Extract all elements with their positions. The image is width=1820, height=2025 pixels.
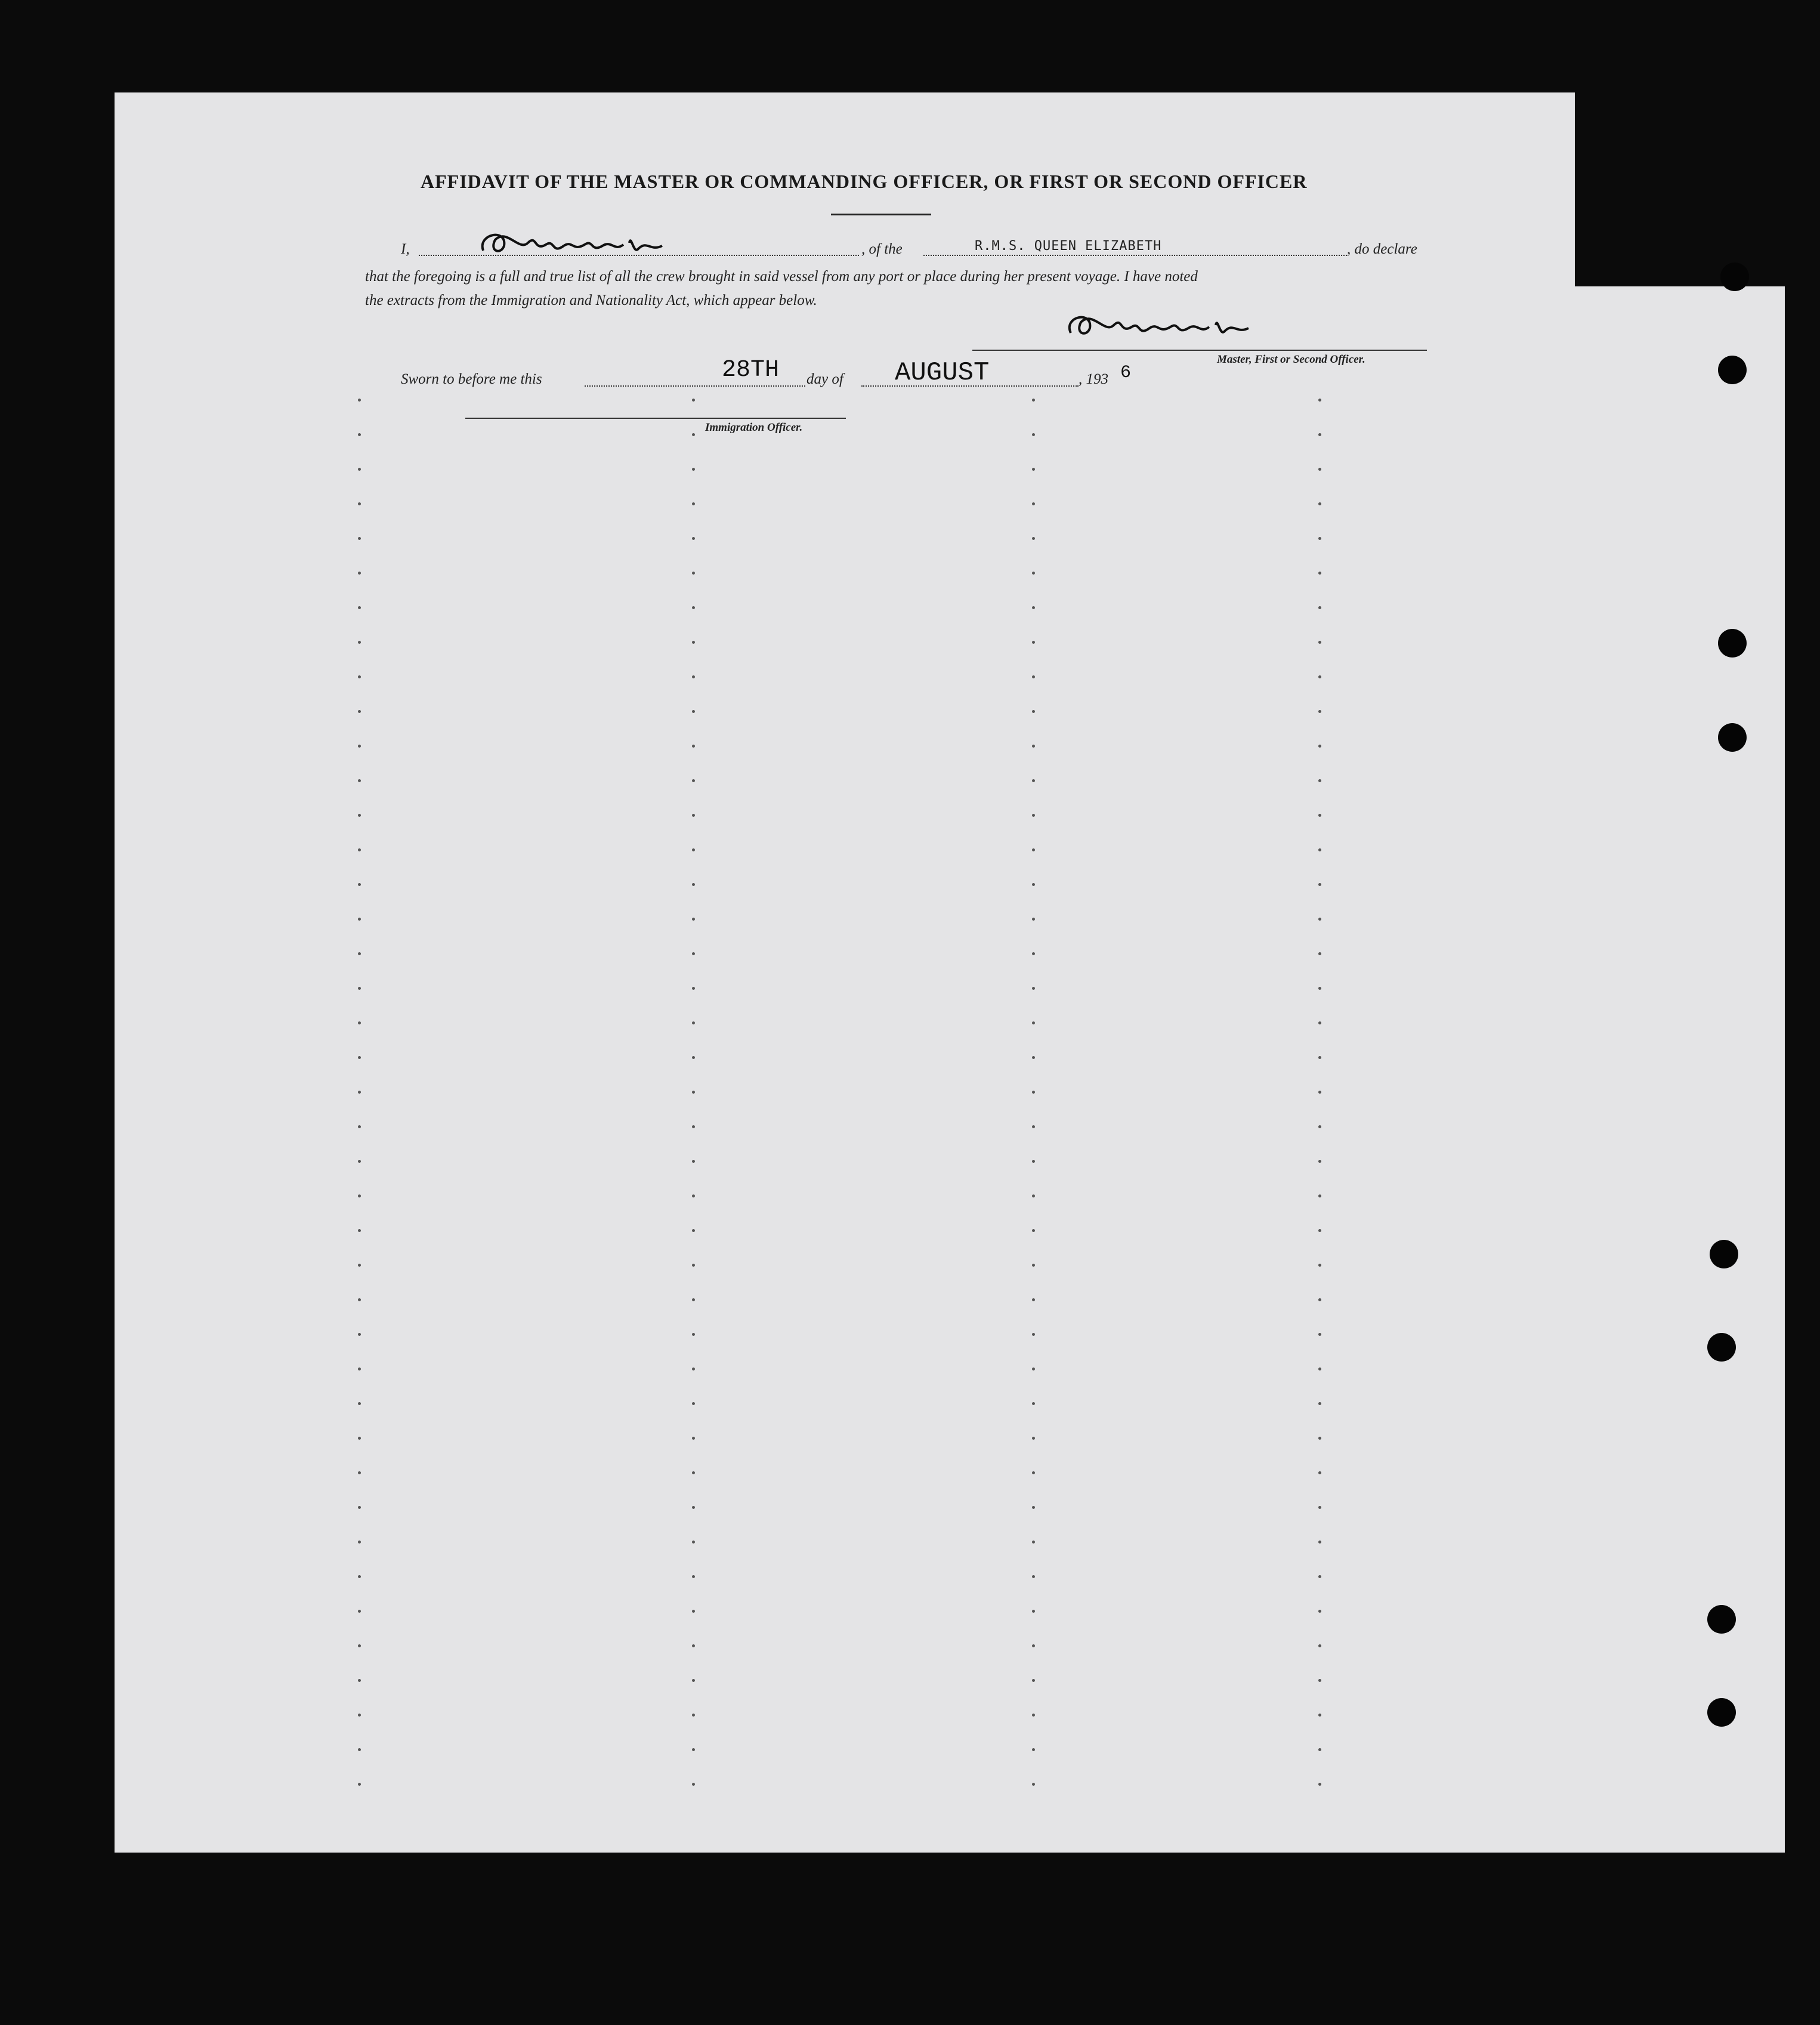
punch-hole: [1718, 723, 1747, 752]
torn-corner: [1575, 89, 1802, 286]
affidavit-body-line-1: that the foregoing is a full and true list of all the crew brought in said vessel from any port or place during her present voyage. I have noted: [365, 268, 1198, 285]
day-value: 28TH: [722, 357, 780, 384]
immigration-caption: Immigration Officer.: [705, 421, 803, 434]
year-digit: 6: [1120, 363, 1132, 383]
punch-hole: [1707, 1333, 1736, 1362]
master-caption: Master, First or Second Officer.: [1217, 353, 1365, 366]
day-of-text: day of: [807, 371, 843, 387]
affidavit-body-line-2: the extracts from the Immigration and Nationality Act, which appear below.: [365, 292, 817, 308]
punch-hole: [1720, 263, 1749, 291]
year-prefix: , 193: [1079, 371, 1108, 387]
immigration-officer-line: [465, 418, 846, 419]
master-signature-line: [972, 350, 1427, 351]
vessel-line: [923, 255, 1347, 256]
affidavit-title: AFFIDAVIT OF THE MASTER OR COMMANDING OFFICER, OR FIRST OR SECOND OFFICER: [421, 171, 1308, 192]
punch-hole: [1710, 1240, 1738, 1268]
faint-dot-column: [1032, 399, 1038, 1817]
prefix-i: I,: [401, 241, 410, 257]
faint-dot-column: [358, 399, 364, 1817]
month-value: AUGUST: [895, 358, 990, 388]
document-page: [115, 92, 1785, 1853]
punch-hole: [1707, 1605, 1736, 1634]
faint-dot-column: [692, 399, 698, 1817]
punch-hole: [1718, 356, 1747, 384]
sworn-prefix: Sworn to before me this: [401, 371, 542, 387]
do-declare-text: , do declare: [1347, 241, 1417, 257]
title-rule: [831, 214, 931, 215]
punch-hole: [1707, 1698, 1736, 1727]
day-line: [585, 385, 805, 387]
faint-dot-column: [1318, 399, 1324, 1817]
master-signature-inline: [471, 222, 668, 264]
vessel-name: R.M.S. QUEEN ELIZABETH: [975, 239, 1162, 254]
punch-hole: [1718, 629, 1747, 657]
master-signature: [1056, 303, 1259, 345]
of-the-text: , of the: [861, 241, 903, 257]
